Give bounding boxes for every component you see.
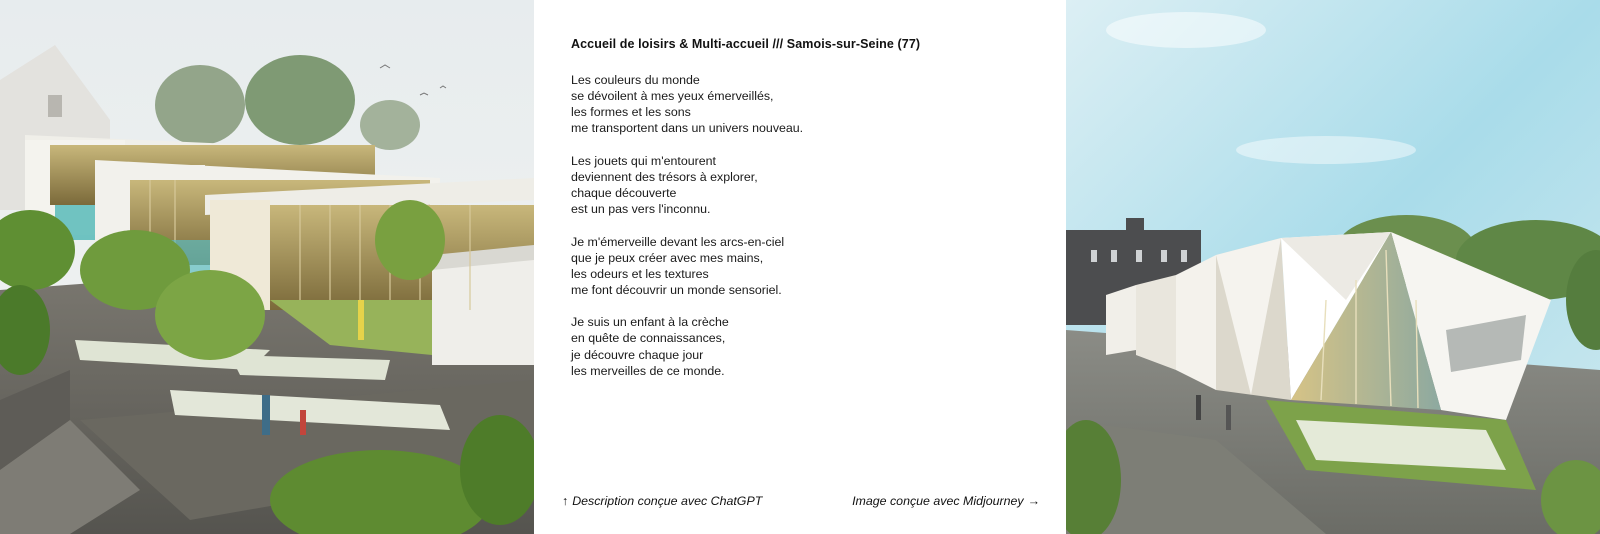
- poem-line: Je suis un enfant à la crèche: [571, 315, 729, 330]
- poem-stanza: [571, 72, 1031, 137]
- poem-stanza: [571, 314, 1031, 379]
- poem-stanza: [571, 153, 1031, 218]
- poem-line: chaque découverte: [571, 186, 677, 201]
- poem-line: les merveilles de ce monde.: [571, 363, 725, 378]
- project-title: Accueil de loisirs & Multi-accueil /// Samois-sur-Seine (77): [571, 37, 921, 51]
- left-architectural-rendering: [0, 0, 534, 534]
- poem-line: me transportent dans un univers nouveau.: [571, 121, 804, 136]
- image-credit: [852, 494, 1044, 508]
- poem: [571, 72, 1031, 395]
- poem-line: Les couleurs du monde: [571, 73, 700, 87]
- poem-line: Je m'émerveille devant les arcs-en-ciel: [571, 234, 785, 249]
- poem-line: les formes et les sons: [571, 105, 691, 120]
- description-credit: [558, 494, 762, 508]
- poem-line: deviennent des trésors à explorer,: [571, 169, 758, 184]
- right-architectural-rendering: [1066, 0, 1600, 534]
- arrow-up-icon: ↑: [562, 494, 569, 508]
- poem-stanza: [571, 234, 1031, 299]
- poem-line: les odeurs et les textures: [571, 266, 709, 281]
- poem-line: me font découvrir un monde sensoriel.: [571, 283, 782, 297]
- poem-line: se dévoilent à mes yeux émerveillés,: [571, 89, 774, 104]
- image-credit-text: Image conçue avec Midjourney: [852, 494, 1024, 508]
- poem-line: en quête de connaissances,: [571, 331, 726, 346]
- description-credit-text: Description conçue avec ChatGPT: [572, 494, 763, 508]
- poem-line: que je peux créer avec mes mains,: [571, 250, 764, 265]
- poem-line: est un pas vers l'inconnu.: [571, 202, 711, 217]
- poem-line: je découvre chaque jour: [571, 347, 704, 362]
- arrow-right-icon: →: [1027, 494, 1040, 508]
- text-panel: [534, 0, 1066, 534]
- poem-line: Les jouets qui m'entourent: [571, 153, 716, 168]
